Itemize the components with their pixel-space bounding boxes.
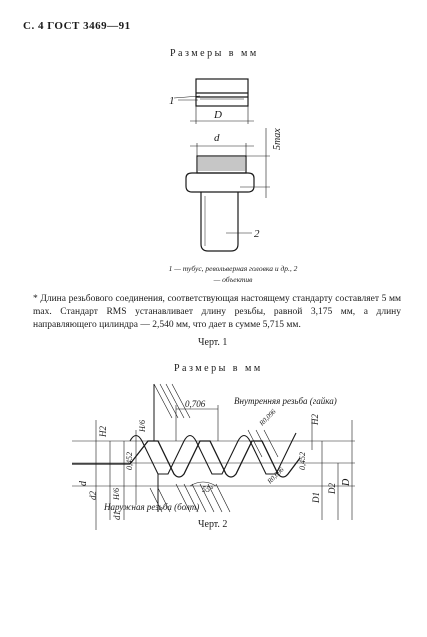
callout-2: 2 [254,228,260,240]
callout-1: 1 [169,95,175,107]
chert2-caption: Черт. 2 [198,519,228,530]
D1-label: D1 [311,492,321,503]
pitch-label: 0,706 [185,399,206,409]
figure1-dimensions-note: Размеры в мм [170,48,259,59]
label-d: d [214,132,220,144]
h452-left-label: 0,452 [125,452,134,470]
label-5max: 5max [272,128,283,150]
chert1-caption: Черт. 1 [198,337,228,348]
external-thread-label: Наружная резьба (болт) [104,502,200,512]
internal-thread-label: Внутренняя резьба (гайка) [234,396,337,406]
D2-label: D2 [327,483,337,494]
footnote-text: * Длина резьбового соединения, соответствующая настоящему стандарту составляет 5 мм max. Стандарт RMS устанавливает длину резьбы, равной 3,175 мм, а длину направляющего цилиндра — 2,540 мм, что дает в сумме 5,715 мм. [33,294,401,330]
d-label: d [78,481,89,486]
label-D: D [214,109,222,121]
figure2-dimensions-note: Размеры в мм [174,363,263,374]
h2-right-label: H2 [310,414,320,425]
d1-label: d1 [112,511,122,520]
h2-left-label: H2 [98,426,108,437]
h6-top-label: H/6 [138,420,147,432]
r096-bottom-label: R0,096 [265,465,286,486]
angle-label: 55° [202,485,214,494]
figure1-caption: 1 — тубус, револьверная головка и др., 2 — объектив [168,264,298,284]
D-label: D [341,478,352,486]
d2-label: d2 [88,491,98,500]
h6-bottom-label: H/6 [112,488,121,500]
h452-right-label: 0,452 [298,452,307,470]
standard-number: ГОСТ 3469—91 [47,20,131,32]
r096-top-label: R0,096 [257,407,278,428]
page-number: С. 4 [23,20,44,32]
